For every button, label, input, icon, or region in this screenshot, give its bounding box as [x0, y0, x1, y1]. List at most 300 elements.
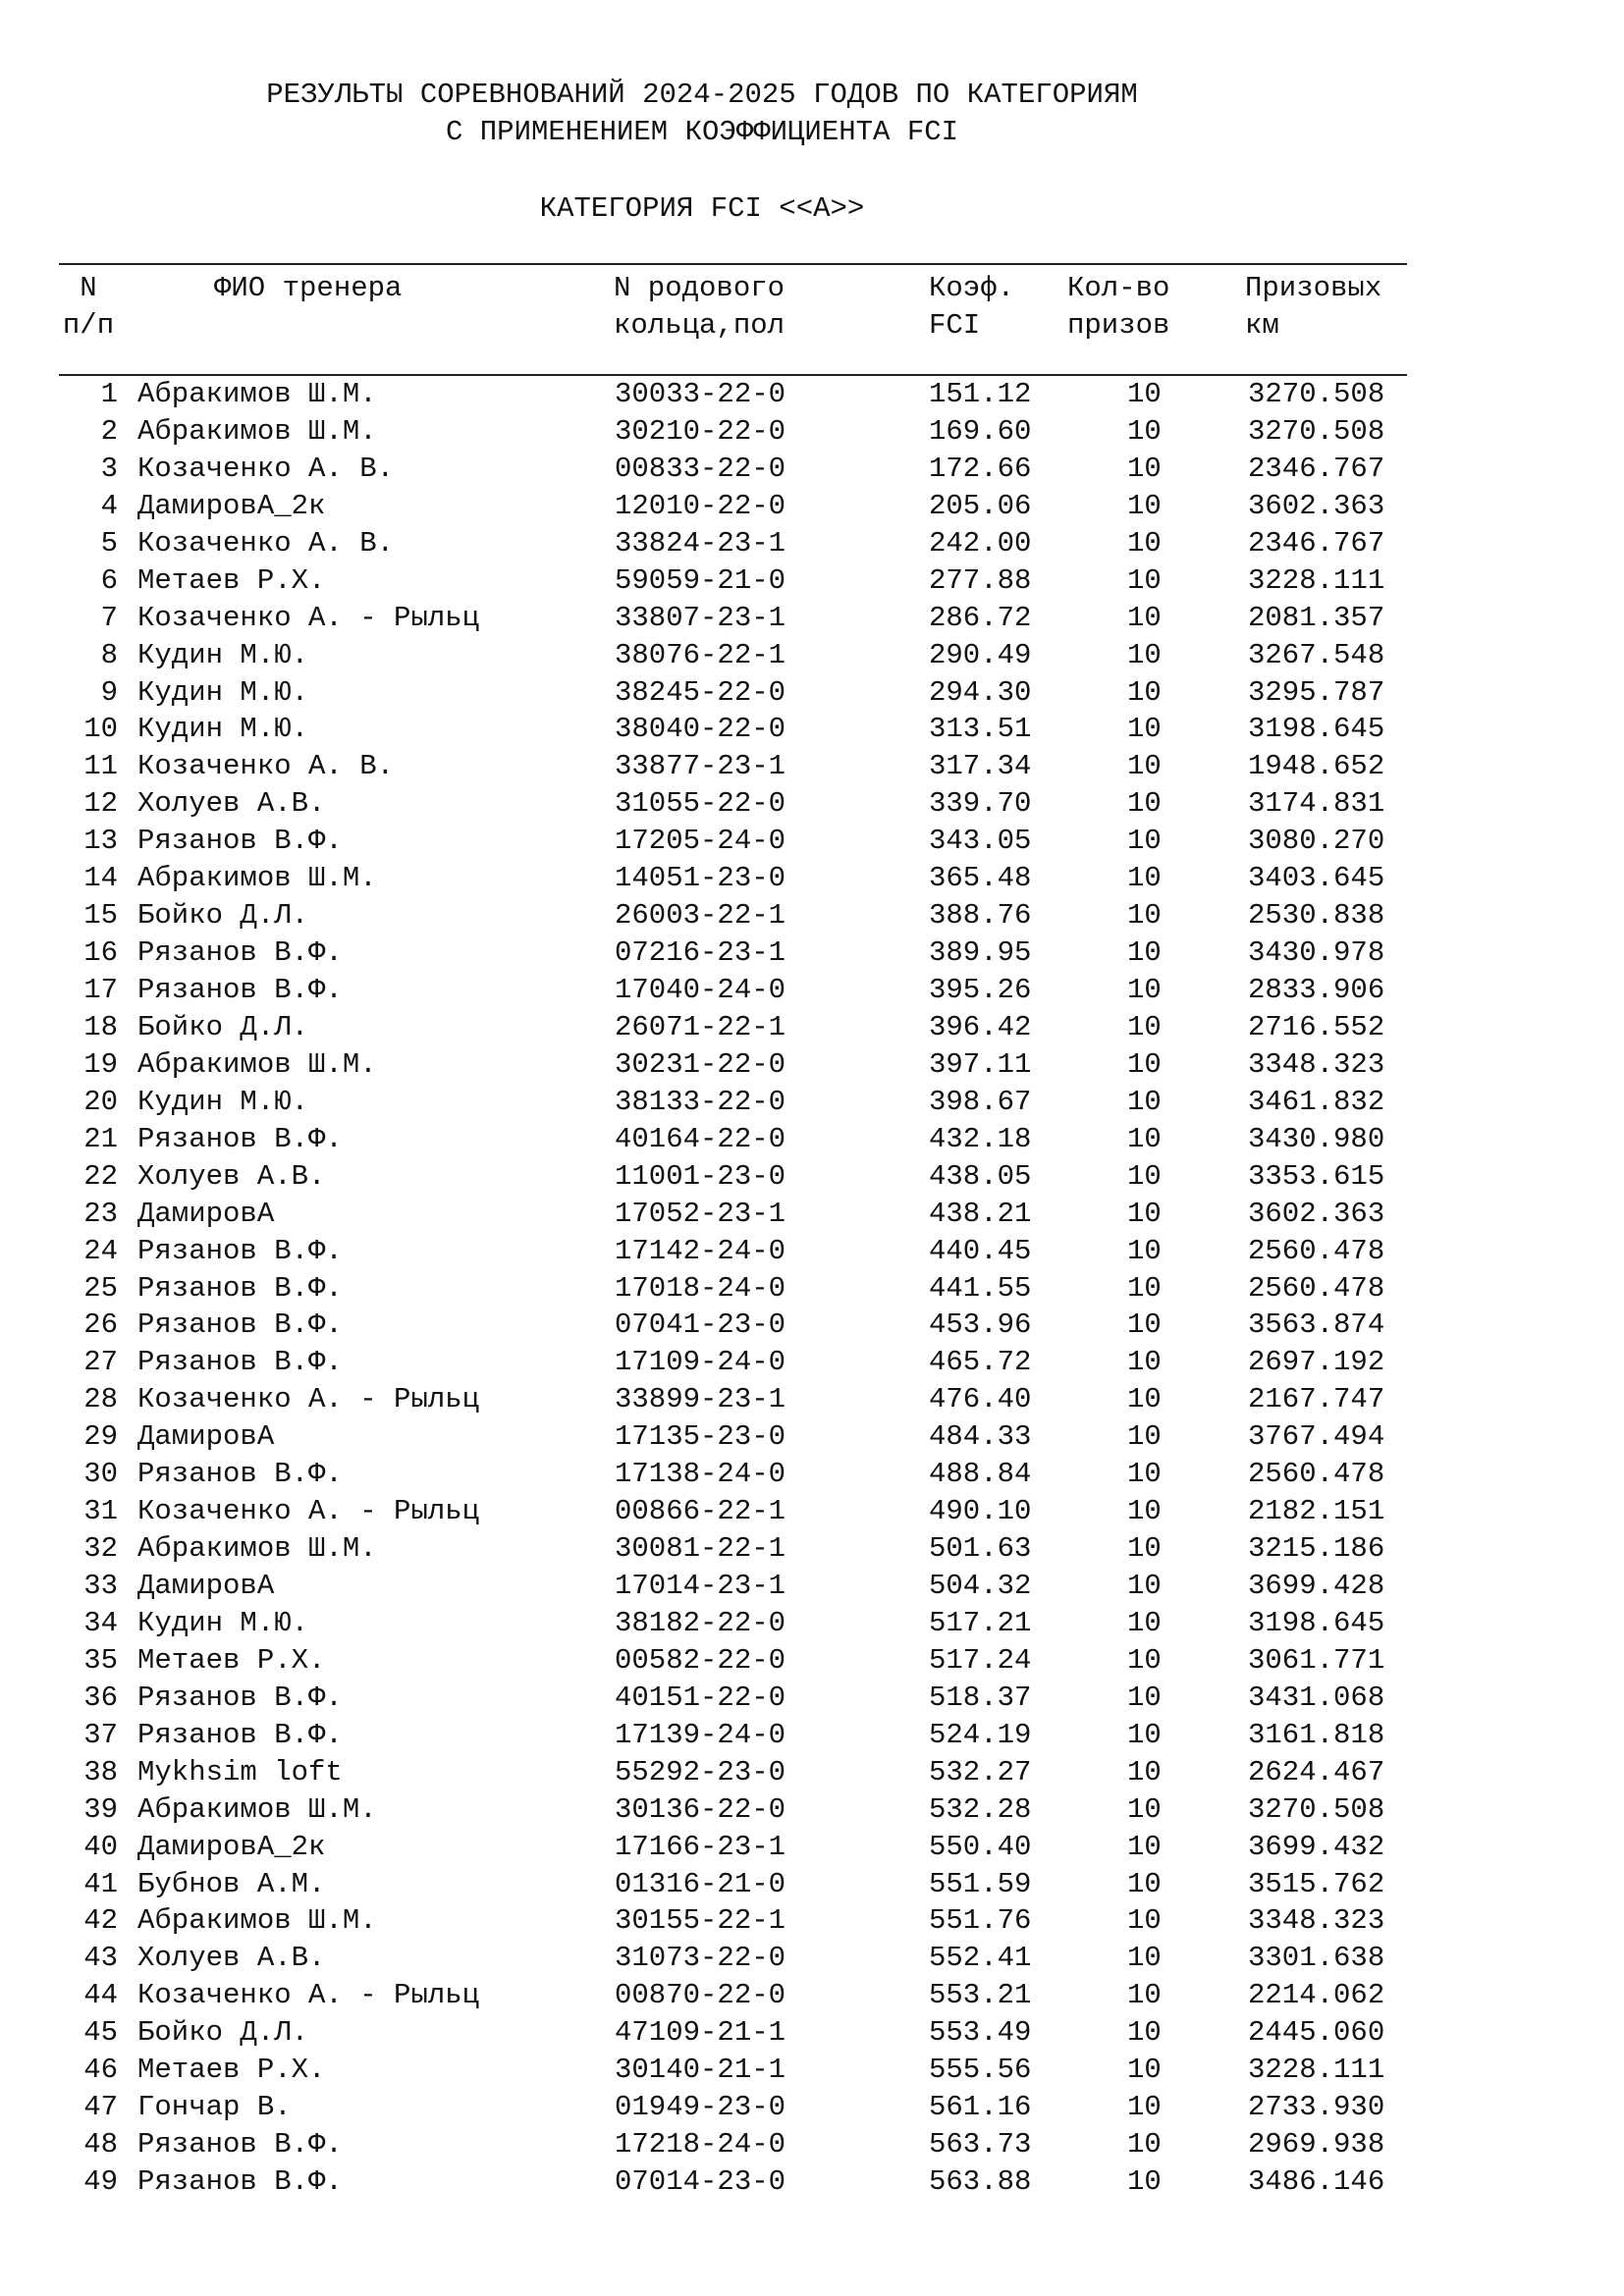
row-prize-count: 10 — [1127, 414, 1162, 448]
row-number: 14 — [83, 862, 118, 895]
row-prize-count: 10 — [1127, 1458, 1162, 1491]
row-ring-number: 30155-22-1 — [615, 1904, 786, 1938]
row-trainer: Метаев Р.Х. — [137, 2054, 326, 2087]
row-prize-count: 10 — [1127, 1495, 1162, 1528]
row-number: 43 — [83, 1942, 118, 1975]
row-prize-km: 2346.767 — [1248, 452, 1385, 485]
row-ring-number: 11001-23-0 — [615, 1159, 786, 1193]
row-ring-number: 33824-23-1 — [615, 526, 786, 560]
row-fci-coef: 388.76 — [929, 899, 1032, 933]
row-trainer: Рязанов В.Ф. — [137, 825, 343, 858]
row-fci-coef: 465.72 — [929, 1346, 1032, 1379]
table-row — [0, 785, 1624, 823]
row-trainer: Козаченко А. В. — [137, 452, 395, 485]
row-prize-km: 3602.363 — [1248, 489, 1385, 522]
table-row — [0, 1605, 1624, 1642]
row-prize-count: 10 — [1127, 1532, 1162, 1566]
row-prize-km: 3699.428 — [1248, 1570, 1385, 1602]
row-prize-km: 3198.645 — [1248, 713, 1385, 746]
row-prize-count: 10 — [1127, 1942, 1162, 1975]
row-number: 31 — [83, 1495, 118, 1528]
table-row — [0, 376, 1624, 413]
row-fci-coef: 550.40 — [929, 1830, 1032, 1863]
row-number: 2 — [100, 414, 118, 448]
results-table-body — [0, 376, 1624, 2201]
table-row — [0, 823, 1624, 860]
row-trainer: Козаченко А. - Рыльц — [137, 1383, 480, 1416]
row-ring-number: 31073-22-0 — [615, 1942, 786, 1975]
table-row — [0, 488, 1624, 525]
row-prize-km: 3431.068 — [1248, 1681, 1385, 1714]
row-prize-count: 10 — [1127, 526, 1162, 560]
row-ring-number: 17138-24-0 — [615, 1458, 786, 1491]
row-trainer: Рязанов В.Ф. — [137, 974, 343, 1006]
table-row — [0, 860, 1624, 897]
table-row — [0, 674, 1624, 712]
row-ring-number: 17205-24-0 — [615, 825, 786, 858]
row-prize-km: 3270.508 — [1248, 1792, 1385, 1826]
row-number: 48 — [83, 2128, 118, 2162]
table-row — [0, 451, 1624, 488]
table-row — [0, 1568, 1624, 1605]
row-prize-count: 10 — [1127, 750, 1162, 783]
row-prize-km: 2560.478 — [1248, 1271, 1385, 1305]
table-row — [0, 2126, 1624, 2163]
row-prize-count: 10 — [1127, 1867, 1162, 1900]
row-fci-coef: 294.30 — [929, 675, 1032, 709]
row-trainer: Рязанов В.Ф. — [137, 1458, 343, 1491]
row-prize-km: 2167.747 — [1248, 1383, 1385, 1416]
row-number: 24 — [83, 1234, 118, 1267]
row-number: 12 — [83, 787, 118, 821]
row-trainer: Рязанов В.Ф. — [137, 1271, 343, 1305]
row-prize-km: 3174.831 — [1248, 787, 1385, 821]
row-ring-number: 17142-24-0 — [615, 1234, 786, 1267]
row-trainer: Рязанов В.Ф. — [137, 2165, 343, 2198]
row-prize-km: 2697.192 — [1248, 1346, 1385, 1379]
row-prize-count: 10 — [1127, 1979, 1162, 2012]
row-number: 17 — [83, 974, 118, 1006]
row-fci-coef: 551.59 — [929, 1867, 1032, 1900]
table-row — [0, 1046, 1624, 1084]
row-fci-coef: 286.72 — [929, 601, 1032, 634]
row-ring-number: 00582-22-0 — [615, 1643, 786, 1677]
row-fci-coef: 172.66 — [929, 452, 1032, 485]
row-ring-number: 30033-22-0 — [615, 378, 786, 410]
row-number: 30 — [83, 1458, 118, 1491]
table-row — [0, 1754, 1624, 1791]
row-number: 42 — [83, 1904, 118, 1938]
table-row — [0, 711, 1624, 748]
row-ring-number: 00833-22-0 — [615, 452, 786, 485]
table-row — [0, 1233, 1624, 1270]
table-row — [0, 1344, 1624, 1381]
row-prize-count: 10 — [1127, 899, 1162, 933]
row-ring-number: 40164-22-0 — [615, 1122, 786, 1155]
row-fci-coef: 151.12 — [929, 378, 1032, 410]
col-header-coef: Коэф. FCI — [929, 272, 1015, 342]
row-prize-km: 2716.552 — [1248, 1010, 1385, 1043]
row-number: 38 — [83, 1755, 118, 1789]
row-prize-km: 3267.548 — [1248, 638, 1385, 671]
row-ring-number: 17052-23-1 — [615, 1197, 786, 1230]
row-trainer: Холуев А.В. — [137, 1159, 326, 1193]
row-prize-count: 10 — [1127, 1830, 1162, 1863]
row-ring-number: 40151-22-0 — [615, 1681, 786, 1714]
row-trainer: Холуев А.В. — [137, 787, 326, 821]
row-number: 27 — [83, 1346, 118, 1379]
row-ring-number: 31055-22-0 — [615, 787, 786, 821]
table-row — [0, 1940, 1624, 1977]
row-fci-coef: 488.84 — [929, 1458, 1032, 1491]
row-prize-km: 3348.323 — [1248, 1904, 1385, 1938]
row-fci-coef: 290.49 — [929, 638, 1032, 671]
row-prize-count: 10 — [1127, 1383, 1162, 1416]
table-row — [0, 1902, 1624, 1940]
row-prize-km: 2560.478 — [1248, 1458, 1385, 1491]
row-fci-coef: 524.19 — [929, 1718, 1032, 1751]
row-ring-number: 14051-23-0 — [615, 862, 786, 895]
row-number: 22 — [83, 1159, 118, 1193]
row-number: 32 — [83, 1532, 118, 1566]
row-ring-number: 47109-21-1 — [615, 2016, 786, 2050]
row-prize-km: 3080.270 — [1248, 825, 1385, 858]
row-prize-count: 10 — [1127, 563, 1162, 597]
row-number: 34 — [83, 1606, 118, 1639]
row-prize-count: 10 — [1127, 1570, 1162, 1602]
row-trainer: Бойко Д.Л. — [137, 2016, 309, 2050]
row-prize-km: 3161.818 — [1248, 1718, 1385, 1751]
row-prize-km: 2833.906 — [1248, 974, 1385, 1006]
row-prize-count: 10 — [1127, 2165, 1162, 2198]
row-trainer: Абракимов Ш.М. — [137, 1532, 377, 1566]
row-prize-count: 10 — [1127, 787, 1162, 821]
row-trainer: Абракимов Ш.М. — [137, 1904, 377, 1938]
row-trainer: Mykhsim loft — [137, 1755, 343, 1789]
row-fci-coef: 313.51 — [929, 713, 1032, 746]
row-number: 44 — [83, 1979, 118, 2012]
row-prize-count: 10 — [1127, 1718, 1162, 1751]
row-number: 39 — [83, 1792, 118, 1826]
table-row — [0, 1121, 1624, 1158]
table-row — [0, 934, 1624, 972]
row-fci-coef: 440.45 — [929, 1234, 1032, 1267]
row-ring-number: 00870-22-0 — [615, 1979, 786, 2012]
row-trainer: Метаев Р.Х. — [137, 1643, 326, 1677]
row-fci-coef: 277.88 — [929, 563, 1032, 597]
row-fci-coef: 343.05 — [929, 825, 1032, 858]
row-number: 7 — [100, 601, 118, 634]
document-title: РЕЗУЛЬТЫ СОРЕВНОВАНИЙ 2024-2025 ГОДОВ ПО КАТЕГОРИЯМ — [266, 79, 1138, 111]
row-fci-coef: 397.11 — [929, 1047, 1032, 1081]
row-fci-coef: 395.26 — [929, 974, 1032, 1006]
row-number: 9 — [100, 675, 118, 709]
row-trainer: Рязанов В.Ф. — [137, 1346, 343, 1379]
table-row — [0, 1680, 1624, 1717]
row-ring-number: 01316-21-0 — [615, 1867, 786, 1900]
row-ring-number: 17139-24-0 — [615, 1718, 786, 1751]
row-fci-coef: 555.56 — [929, 2054, 1032, 2087]
row-number: 35 — [83, 1643, 118, 1677]
table-row — [0, 413, 1624, 451]
row-number: 5 — [100, 526, 118, 560]
table-row — [0, 1866, 1624, 1903]
row-fci-coef: 339.70 — [929, 787, 1032, 821]
row-fci-coef: 552.41 — [929, 1942, 1032, 1975]
row-ring-number: 33877-23-1 — [615, 750, 786, 783]
table-row — [0, 2089, 1624, 2126]
row-fci-coef: 438.21 — [929, 1197, 1032, 1230]
row-prize-km: 3228.111 — [1248, 2054, 1385, 2087]
row-ring-number: 17040-24-0 — [615, 974, 786, 1006]
row-prize-km: 2214.062 — [1248, 1979, 1385, 2012]
row-prize-count: 10 — [1127, 378, 1162, 410]
row-ring-number: 55292-23-0 — [615, 1755, 786, 1789]
row-ring-number: 26071-22-1 — [615, 1010, 786, 1043]
table-row — [0, 748, 1624, 785]
row-prize-count: 10 — [1127, 936, 1162, 970]
row-ring-number: 12010-22-0 — [615, 489, 786, 522]
row-number: 4 — [100, 489, 118, 522]
row-fci-coef: 501.63 — [929, 1532, 1032, 1566]
row-number: 18 — [83, 1010, 118, 1043]
row-prize-count: 10 — [1127, 2091, 1162, 2124]
row-ring-number: 38040-22-0 — [615, 713, 786, 746]
row-number: 11 — [83, 750, 118, 783]
row-number: 8 — [100, 638, 118, 671]
row-trainer: Абракимов Ш.М. — [137, 1792, 377, 1826]
row-trainer: Козаченко А. - Рыльц — [137, 601, 480, 634]
row-number: 29 — [83, 1420, 118, 1454]
row-prize-count: 10 — [1127, 1159, 1162, 1193]
row-prize-km: 3295.787 — [1248, 675, 1385, 709]
row-number: 23 — [83, 1197, 118, 1230]
row-prize-count: 10 — [1127, 452, 1162, 485]
row-number: 19 — [83, 1047, 118, 1081]
row-trainer: Рязанов В.Ф. — [137, 2128, 343, 2162]
row-trainer: Козаченко А. - Рыльц — [137, 1979, 480, 2012]
row-prize-km: 3602.363 — [1248, 1197, 1385, 1230]
row-fci-coef: 551.76 — [929, 1904, 1032, 1938]
row-ring-number: 07041-23-0 — [615, 1308, 786, 1342]
row-trainer: Кудин М.Ю. — [137, 675, 309, 709]
row-fci-coef: 432.18 — [929, 1122, 1032, 1155]
row-fci-coef: 441.55 — [929, 1271, 1032, 1305]
row-fci-coef: 532.28 — [929, 1792, 1032, 1826]
row-prize-km: 3515.762 — [1248, 1867, 1385, 1900]
row-trainer: Абракимов Ш.М. — [137, 414, 377, 448]
row-prize-km: 3215.186 — [1248, 1532, 1385, 1566]
row-number: 33 — [83, 1570, 118, 1602]
table-row — [0, 1829, 1624, 1866]
row-prize-km: 2081.357 — [1248, 601, 1385, 634]
row-number: 16 — [83, 936, 118, 970]
row-ring-number: 38245-22-0 — [615, 675, 786, 709]
row-number: 40 — [83, 1830, 118, 1863]
row-trainer: Козаченко А. В. — [137, 526, 395, 560]
row-fci-coef: 553.49 — [929, 2016, 1032, 2050]
row-trainer: ДамировА_2к — [137, 1830, 326, 1863]
row-prize-count: 10 — [1127, 1010, 1162, 1043]
row-ring-number: 17018-24-0 — [615, 1271, 786, 1305]
row-ring-number: 17135-23-0 — [615, 1420, 786, 1454]
row-fci-coef: 365.48 — [929, 862, 1032, 895]
row-number: 6 — [100, 563, 118, 597]
table-row — [0, 562, 1624, 600]
row-trainer: Кудин М.Ю. — [137, 1606, 309, 1639]
row-number: 3 — [100, 452, 118, 485]
row-fci-coef: 169.60 — [929, 414, 1032, 448]
row-prize-km: 2530.838 — [1248, 899, 1385, 933]
table-row — [0, 600, 1624, 637]
row-number: 45 — [83, 2016, 118, 2050]
row-trainer: ДамировА — [137, 1197, 275, 1230]
row-prize-km: 3270.508 — [1248, 414, 1385, 448]
row-ring-number: 59059-21-0 — [615, 563, 786, 597]
row-prize-count: 10 — [1127, 1681, 1162, 1714]
row-prize-count: 10 — [1127, 1234, 1162, 1267]
row-number: 47 — [83, 2091, 118, 2124]
row-trainer: Козаченко А. В. — [137, 750, 395, 783]
row-trainer: Козаченко А. - Рыльц — [137, 1495, 480, 1528]
row-fci-coef: 490.10 — [929, 1495, 1032, 1528]
table-row — [0, 525, 1624, 562]
row-fci-coef: 563.73 — [929, 2128, 1032, 2162]
row-prize-km: 3767.494 — [1248, 1420, 1385, 1454]
row-prize-count: 10 — [1127, 1643, 1162, 1677]
row-trainer: Кудин М.Ю. — [137, 1085, 309, 1118]
row-number: 41 — [83, 1867, 118, 1900]
table-row — [0, 1381, 1624, 1418]
row-prize-count: 10 — [1127, 601, 1162, 634]
row-fci-coef: 242.00 — [929, 526, 1032, 560]
row-prize-km: 3198.645 — [1248, 1606, 1385, 1639]
row-prize-km: 3353.615 — [1248, 1159, 1385, 1193]
table-row — [0, 2052, 1624, 2089]
row-fci-coef: 398.67 — [929, 1085, 1032, 1118]
row-prize-count: 10 — [1127, 675, 1162, 709]
table-row — [0, 897, 1624, 934]
table-row — [0, 1791, 1624, 1829]
table-row — [0, 1456, 1624, 1493]
row-trainer: ДамировА — [137, 1570, 275, 1602]
table-row — [0, 1009, 1624, 1046]
row-prize-count: 10 — [1127, 1420, 1162, 1454]
table-row — [0, 1418, 1624, 1456]
row-trainer: Бойко Д.Л. — [137, 1010, 309, 1043]
row-prize-count: 10 — [1127, 1085, 1162, 1118]
table-row — [0, 1084, 1624, 1121]
row-prize-km: 2733.930 — [1248, 2091, 1385, 2124]
row-prize-count: 10 — [1127, 2054, 1162, 2087]
row-prize-count: 10 — [1127, 1122, 1162, 1155]
row-number: 10 — [83, 713, 118, 746]
row-prize-count: 10 — [1127, 638, 1162, 671]
row-trainer: Абракимов Ш.М. — [137, 378, 377, 410]
row-ring-number: 33899-23-1 — [615, 1383, 786, 1416]
row-ring-number: 33807-23-1 — [615, 601, 786, 634]
table-row — [0, 1717, 1624, 1754]
category-heading: КАТЕГОРИЯ FCI <<A>> — [539, 192, 865, 225]
table-row — [0, 2014, 1624, 2052]
table-row — [0, 637, 1624, 674]
row-prize-km: 3301.638 — [1248, 1942, 1385, 1975]
row-number: 36 — [83, 1681, 118, 1714]
row-number: 1 — [100, 378, 118, 410]
row-prize-km: 3430.978 — [1248, 936, 1385, 970]
row-fci-coef: 561.16 — [929, 2091, 1032, 2124]
row-prize-km: 2182.151 — [1248, 1495, 1385, 1528]
row-trainer: Абракимов Ш.М. — [137, 862, 377, 895]
row-fci-coef: 396.42 — [929, 1010, 1032, 1043]
row-prize-count: 10 — [1127, 1904, 1162, 1938]
row-prize-count: 10 — [1127, 1755, 1162, 1789]
row-number: 15 — [83, 899, 118, 933]
row-prize-km: 2624.467 — [1248, 1755, 1385, 1789]
row-ring-number: 30140-21-1 — [615, 2054, 786, 2087]
row-ring-number: 26003-22-1 — [615, 899, 786, 933]
row-prize-km: 3403.645 — [1248, 862, 1385, 895]
row-number: 28 — [83, 1383, 118, 1416]
table-row — [0, 1196, 1624, 1233]
row-ring-number: 38076-22-1 — [615, 638, 786, 671]
row-prize-km: 2346.767 — [1248, 526, 1385, 560]
col-header-ring: N родового кольца,пол — [614, 272, 785, 342]
col-header-prizes: Кол-во призов — [1067, 272, 1170, 342]
row-prize-count: 10 — [1127, 2128, 1162, 2162]
row-prize-km: 3061.771 — [1248, 1643, 1385, 1677]
row-prize-km: 3348.323 — [1248, 1047, 1385, 1081]
table-row — [0, 1530, 1624, 1568]
row-ring-number: 17109-24-0 — [615, 1346, 786, 1379]
row-prize-count: 10 — [1127, 1606, 1162, 1639]
row-prize-km: 2969.938 — [1248, 2128, 1385, 2162]
row-trainer: Бойко Д.Л. — [137, 899, 309, 933]
col-header-km: Призовых км — [1245, 272, 1382, 342]
row-number: 21 — [83, 1122, 118, 1155]
row-number: 25 — [83, 1271, 118, 1305]
table-row — [0, 1493, 1624, 1530]
row-trainer: ДамировА — [137, 1420, 275, 1454]
row-fci-coef: 484.33 — [929, 1420, 1032, 1454]
row-number: 13 — [83, 825, 118, 858]
row-ring-number: 07014-23-0 — [615, 2165, 786, 2198]
row-trainer: Метаев Р.Х. — [137, 563, 326, 597]
row-fci-coef: 517.21 — [929, 1606, 1032, 1639]
row-prize-count: 10 — [1127, 1308, 1162, 1342]
table-row — [0, 1977, 1624, 2014]
row-fci-coef: 317.34 — [929, 750, 1032, 783]
row-trainer: Кудин М.Ю. — [137, 713, 309, 746]
row-prize-km: 3461.832 — [1248, 1085, 1385, 1118]
col-header-number: N п/п — [62, 272, 115, 342]
table-row — [0, 1642, 1624, 1680]
row-number: 49 — [83, 2165, 118, 2198]
row-prize-count: 10 — [1127, 862, 1162, 895]
row-number: 37 — [83, 1718, 118, 1751]
row-fci-coef: 438.05 — [929, 1159, 1032, 1193]
row-prize-km: 2560.478 — [1248, 1234, 1385, 1267]
row-ring-number: 01949-23-0 — [615, 2091, 786, 2124]
row-fci-coef: 453.96 — [929, 1308, 1032, 1342]
row-prize-count: 10 — [1127, 489, 1162, 522]
row-prize-count: 10 — [1127, 2016, 1162, 2050]
row-ring-number: 07216-23-1 — [615, 936, 786, 970]
row-number: 46 — [83, 2054, 118, 2087]
table-row — [0, 1158, 1624, 1196]
row-fci-coef: 518.37 — [929, 1681, 1032, 1714]
table-row — [0, 972, 1624, 1009]
